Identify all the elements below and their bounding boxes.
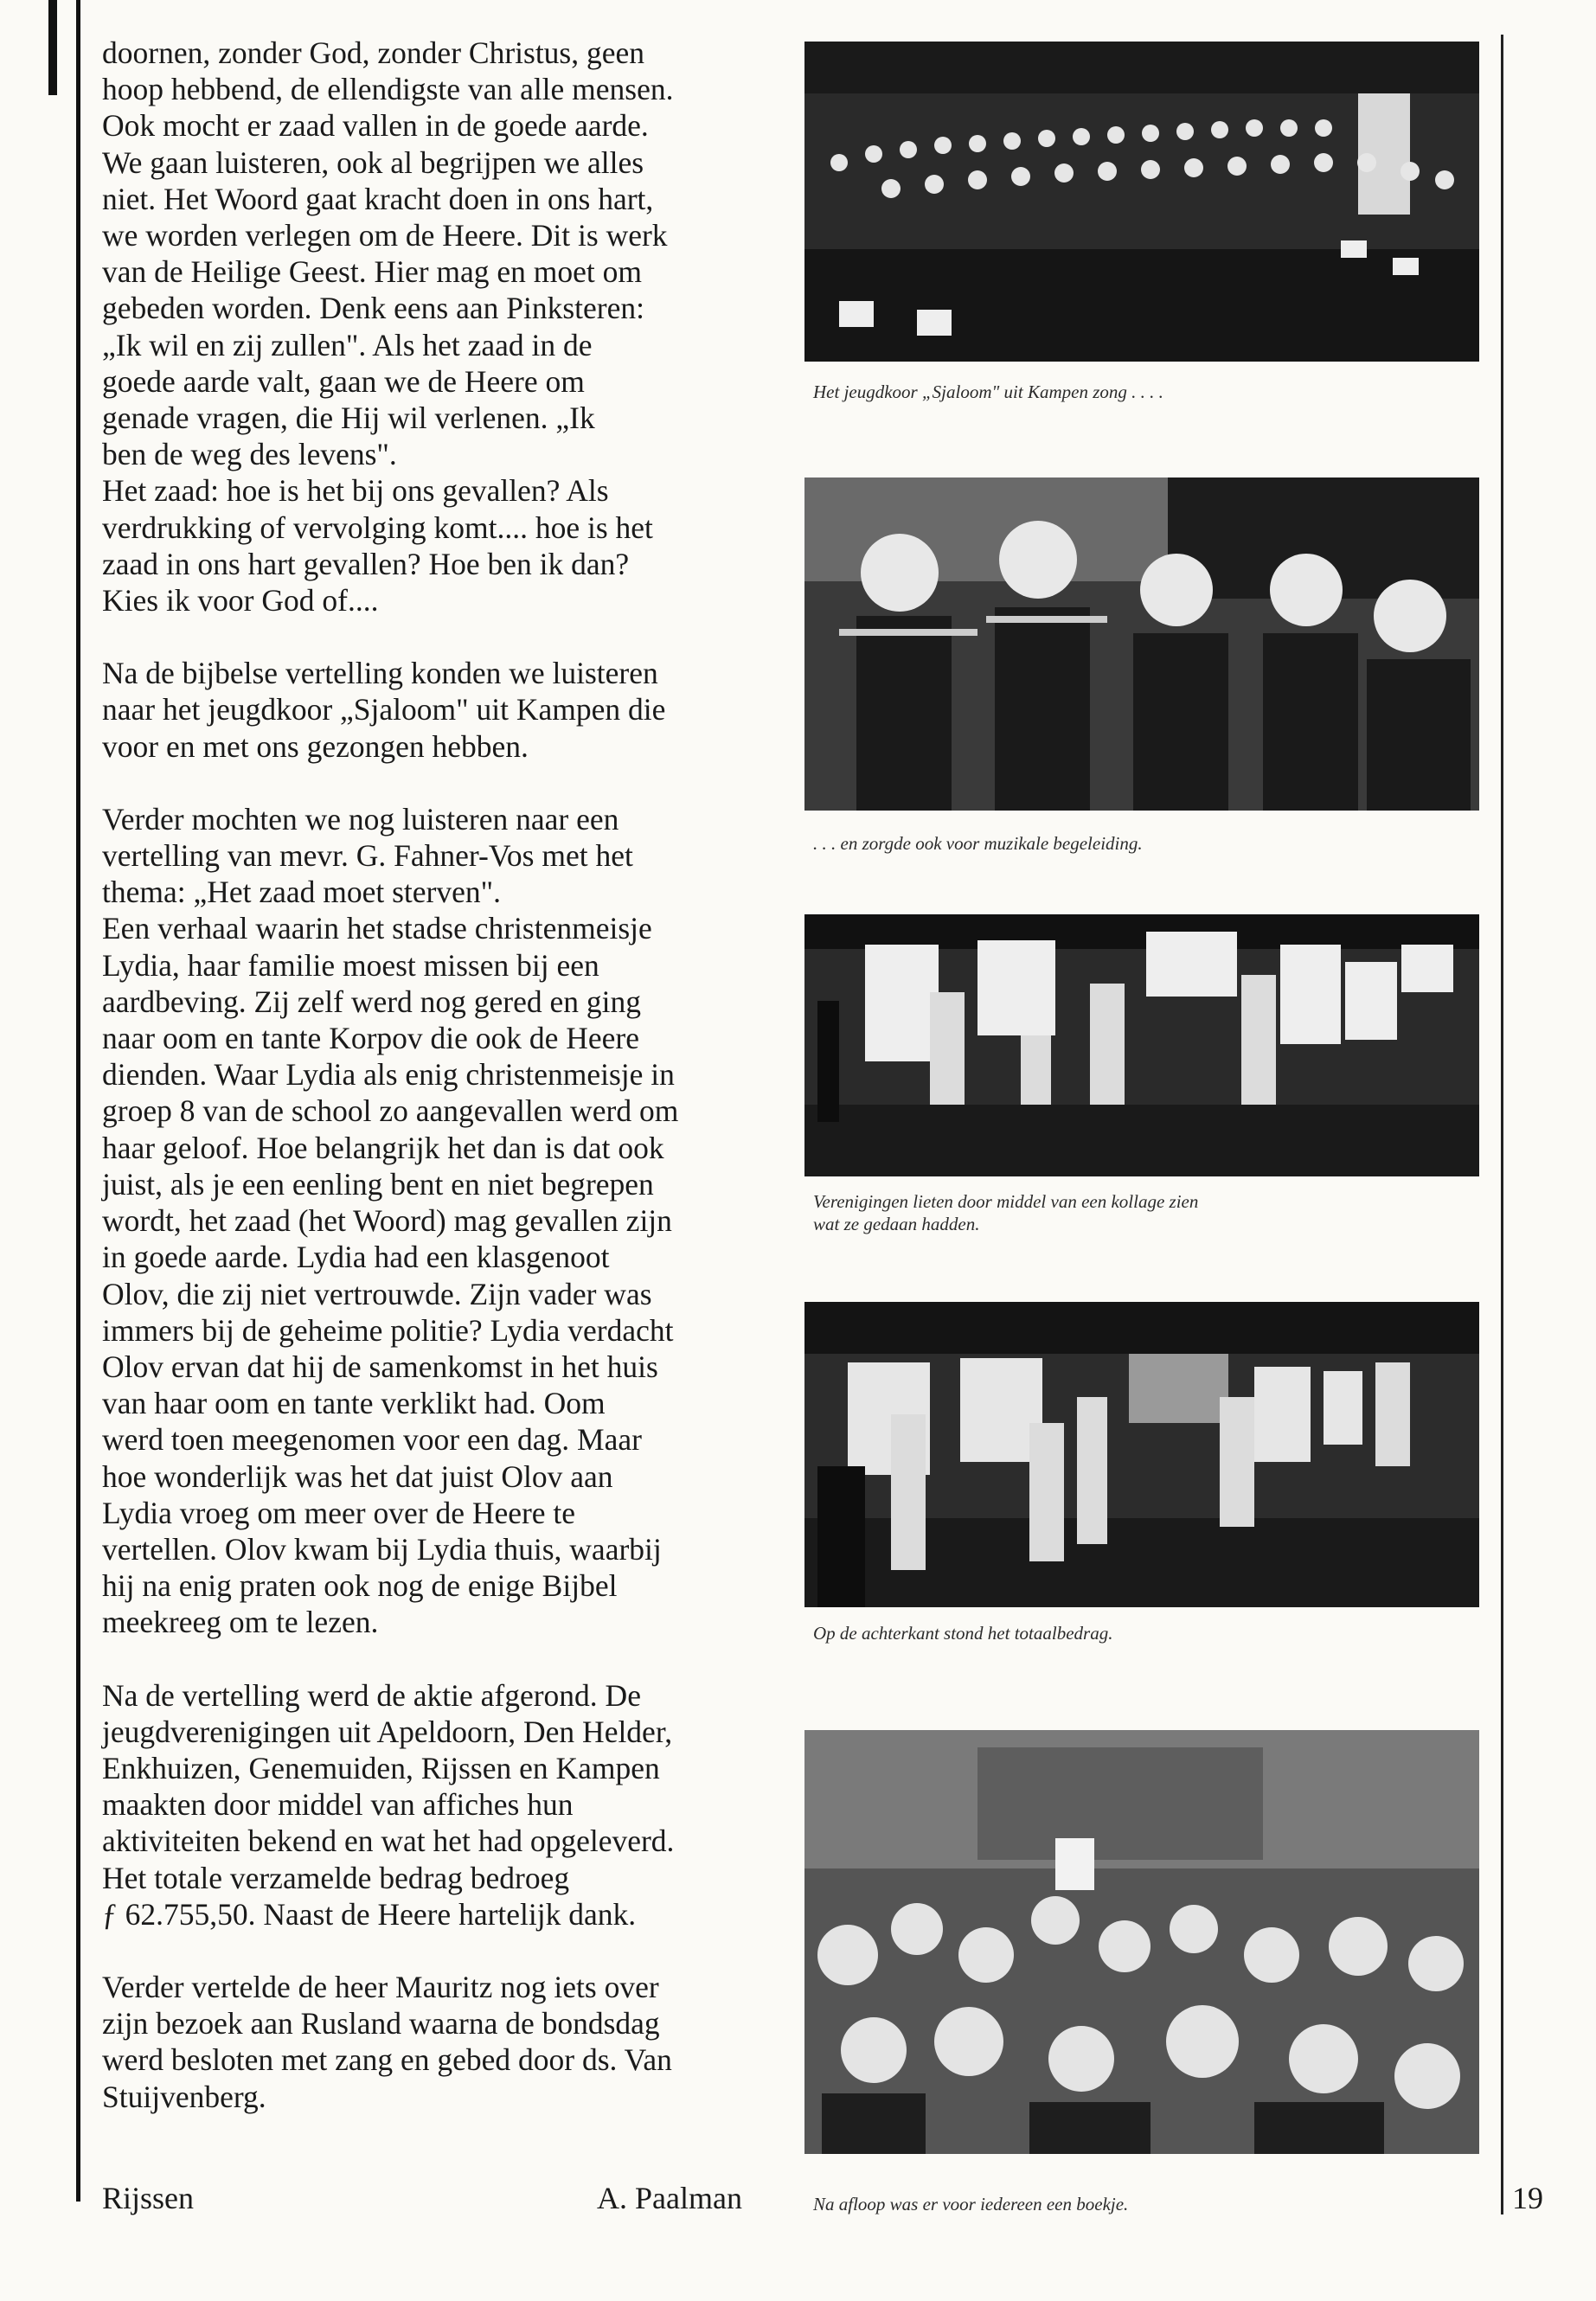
article-author: A. Paalman — [597, 2181, 742, 2215]
paragraph-1: doornen, zonder God, zonder Christus, geen hoop hebbend, de ellendigste van alle mensen. Ook mocht er zaad vallen in de goede aarde. We gaan luisteren, ook al begrijpen we alles niet. Het Woord gaat kracht doen in ons hart, we worden verlegen om de Heere. Dit is werk van de Heilige Geest. Hier mag en moet om gebeden worden. Denk eens aan Pinksteren: „Ik wil en zij zullen". Als het zaad in de goede aarde valt, gaan we de Heere om genade vragen, die Hij wil verlenen. „Ik ben de weg des levens". Het zaad: hoe is het bij ons gevallen? Als verdrukking of vervolging komt.... hoe is het zaad in ons hart gevallen? Hoe ben ik dan? Kies ik voor God of.... — [102, 35, 674, 619]
caption-collage: Verenigingen lieten door middel van een kollage zien wat ze gedaan hadden. — [813, 1191, 1199, 1234]
photo-choir — [804, 42, 1479, 362]
photo-collage-posters — [804, 914, 1479, 1176]
article-text-column — [102, 35, 777, 2151]
caption-total-amount: Op de achterkant stond het totaalbedrag. — [813, 1623, 1113, 1644]
left-margin-bar — [48, 0, 57, 95]
photo-crowd-booklets — [804, 1730, 1479, 2154]
page-number: 19 — [1512, 2181, 1543, 2215]
left-column-rule — [76, 0, 80, 2202]
paragraph-3: Verder mochten we nog luisteren naar een vertelling van mevr. G. Fahner-Vos met het thema: „Het zaad moet sterven". Een verhaal waarin het stadse christenmeisje Lydia, haar familie moest missen bij een aardbeving. Zij zelf werd nog gered en ging naar oom en tante Korpov die ook de Heere dienden. Waar Lydia als enig christenmeisje in groep 8 van de school zo aangevallen werd om haar geloof. Hoe belangrijk het dan is dat ook juist, als je een eenling bent en niet begrepen wordt, het zaad (het Woord) mag gevallen zijn in goede aarde. Lydia had een klasgenoot Olov, die zij niet vertrouwde. Zijn vader was immers bij de geheime politie? Lydia verdacht Olov ervan dat hij de samenkomst in het huis van haar oom en tante verklikt had. Oom werd toen meegenomen voor een dag. Maar hoe wonderlijk was het dat juist Olov aan Lydia vroeg om meer over de Heere te vertellen. Olov kwam bij Lydia thuis, waarbij hij na enig praten ook nog de enige Bijbel meekreeg om te lezen. — [102, 801, 679, 1640]
paragraph-4: Na de vertelling werd de aktie afgerond. De jeugdverenigingen uit Apeldoorn, Den Helder, Enkhuizen, Genemuiden, Rijssen en Kampen maakten door middel van affiches hun aktiviteiten bekend en wat het had opgeleverd. Het totale verzamelde bedrag bedroeg ƒ 62.755,50. Naast de Heere hartelijk dank. — [102, 1677, 675, 1932]
paragraph-5: Verder vertelde de heer Mauritz nog iets over zijn bezoek aan Rusland waarna de bondsdag werd besloten met zang en gebed door ds. Van Stuijvenberg. — [102, 1969, 672, 2114]
caption-musicians: . . . en zorgde ook voor muzikale begeleiding. — [813, 833, 1143, 854]
article-place: Rijssen — [102, 2181, 195, 2215]
caption-crowd: Na afloop was er voor iedereen een boekje. — [813, 2194, 1129, 2214]
right-column-rule — [1501, 35, 1503, 2214]
paragraph-2: Na de bijbelse vertelling konden we luisteren naar het jeugdkoor „Sjaloom" uit Kampen die voor en met ons gezongen hebben. — [102, 656, 666, 764]
photo-musicians — [804, 478, 1479, 811]
photo-total-amount — [804, 1302, 1479, 1607]
caption-choir: Het jeugdkoor „Sjaloom" uit Kampen zong . . . . — [813, 381, 1163, 402]
